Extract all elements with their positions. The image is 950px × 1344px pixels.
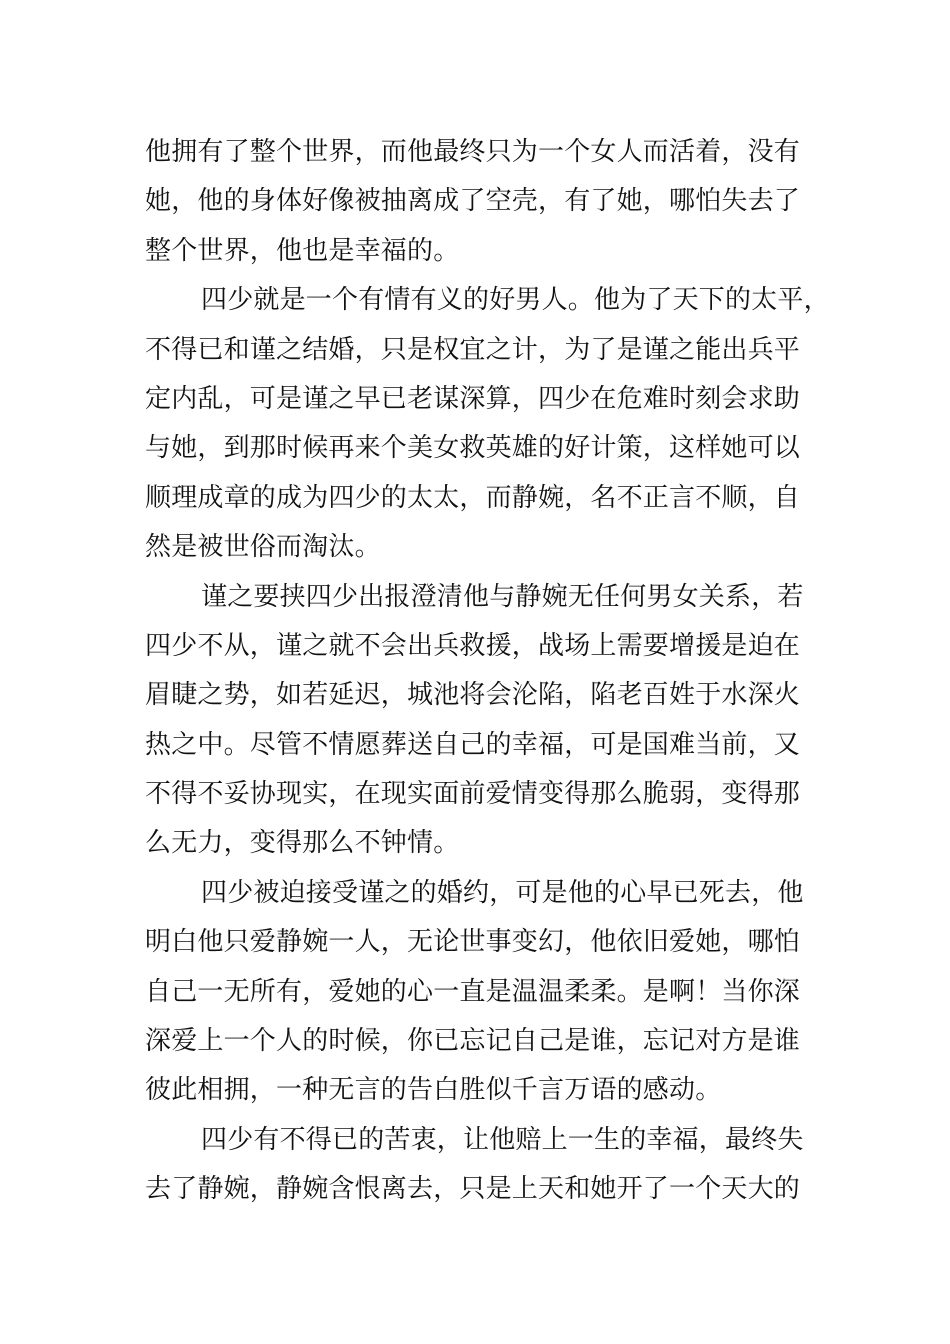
text-line: 眉睫之势，如若延迟，城池将会沦陷，陷老百姓于水深火 <box>145 680 801 711</box>
text-line: 彼此相拥，一种无言的告白胜似千言万语的感动。 <box>145 1075 722 1106</box>
text-line: 顺理成章的成为四少的太太，而静婉，名不正言不顺，自 <box>145 482 801 513</box>
text-line: 不得不妥协现实，在现实面前爱情变得那么脆弱，变得那 <box>145 779 801 810</box>
paragraph-3 <box>145 573 815 869</box>
text-line: 定内乱，可是谨之早已老谋深算，四少在危难时刻会求助 <box>145 383 801 414</box>
paragraph-4 <box>145 869 815 1116</box>
text-line: 四少被迫接受谨之的婚约，可是他的心早已死去，他 <box>201 877 804 908</box>
document-body <box>145 128 830 1215</box>
text-line: 不得已和谨之结婚，只是权宜之计，为了是谨之能出兵平 <box>145 334 801 365</box>
text-line: 与她，到那时候再来个美女救英雄的好计策，这样她可以 <box>145 433 801 464</box>
text-line: 热之中。尽管不情愿葬送自己的幸福，可是国难当前，又 <box>145 729 801 760</box>
text-line: 然是被世俗而淘汰。 <box>145 532 381 563</box>
text-line: 她，他的身体好像被抽离成了空壳，有了她，哪怕失去了 <box>145 186 801 217</box>
text-line: 谨之要挟四少出报澄清他与静婉无任何男女关系，若 <box>201 581 804 612</box>
text-line: 四少不从，谨之就不会出兵救援，战场上需要增援是迫在 <box>145 630 801 661</box>
text-line: 明白他只爱静婉一人，无论世事变幻，他依旧爱她，哪怕 <box>145 927 801 958</box>
text-line: 四少就是一个有情有义的好男人。他为了天下的太平， <box>201 285 830 316</box>
text-line: 么无力，变得那么不钟情。 <box>145 828 460 859</box>
text-line: 整个世界，他也是幸福的。 <box>145 235 460 266</box>
paragraph-1 <box>145 128 815 276</box>
text-line: 四少有不得已的苦衷，让他赔上一生的幸福，最终失 <box>201 1124 804 1155</box>
text-line: 深爱上一个人的时候，你已忘记自己是谁，忘记对方是谁 <box>145 1026 801 1057</box>
text-line: 去了静婉，静婉含恨离去，只是上天和她开了一个天大的 <box>145 1174 801 1205</box>
paragraph-5 <box>145 1116 815 1215</box>
text-line: 自己一无所有，爱她的心一直是温温柔柔。是啊！当你深 <box>145 976 801 1007</box>
text-line: 他拥有了整个世界，而他最终只为一个女人而活着，没有 <box>145 137 801 167</box>
paragraph-2 <box>145 276 830 572</box>
